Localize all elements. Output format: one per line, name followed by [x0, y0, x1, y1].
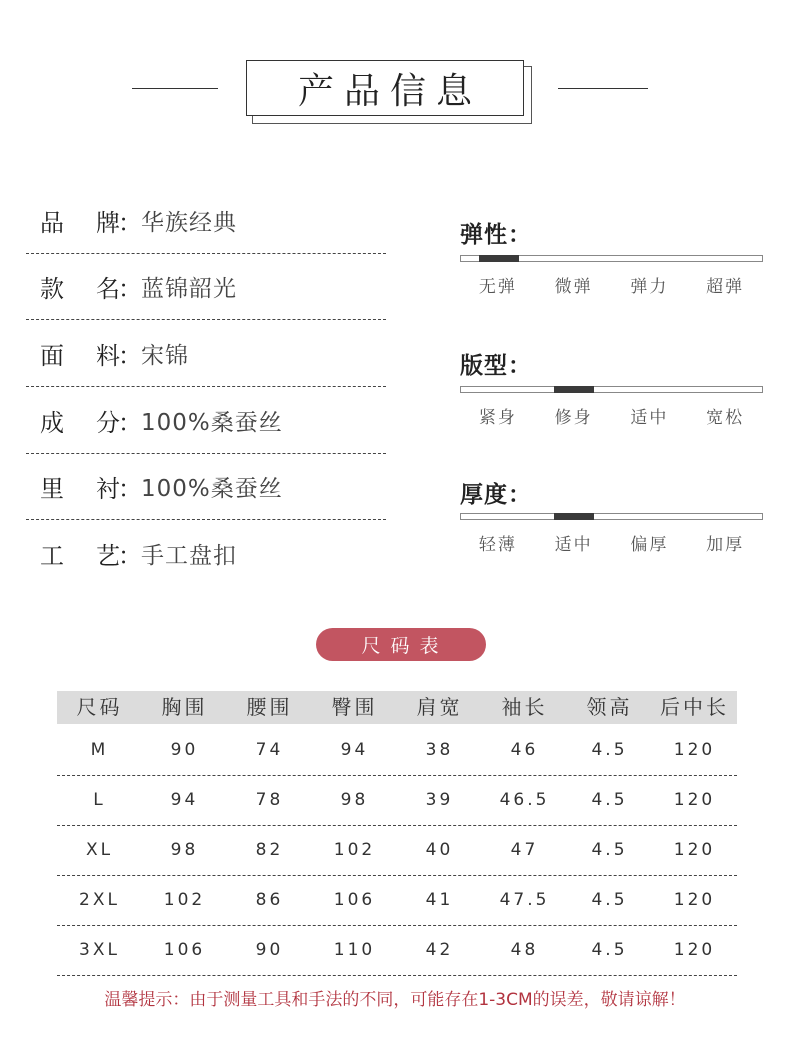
table-cell: 86 [255, 890, 284, 910]
table-cell: 90 [170, 740, 199, 760]
table-cell: 120 [673, 940, 716, 960]
info-colon: ： [118, 475, 142, 503]
scale-option: 紧身 [478, 408, 517, 428]
table-cell: 90 [255, 940, 284, 960]
column-header: 肩宽 [416, 695, 463, 719]
scale-title-elasticity: 弹性： [460, 222, 532, 248]
info-colon: ： [118, 275, 142, 303]
table-cell: 4.5 [591, 740, 628, 760]
scale-bar-thickness [460, 513, 763, 520]
scale-title-thickness: 厚度： [460, 482, 532, 508]
scale-option: 偏厚 [630, 535, 669, 555]
info-colon: ： [118, 342, 142, 370]
table-cell: 106 [333, 890, 376, 910]
table-cell: 74 [255, 740, 284, 760]
table-cell: 94 [170, 790, 199, 810]
info-label: 工 艺 [40, 541, 120, 570]
info-value: 华族经典 [141, 210, 237, 236]
table-cell: L [93, 790, 106, 810]
column-header: 腰围 [246, 695, 293, 719]
scale-option: 修身 [554, 408, 593, 428]
measurement-note: 温馨提示：由于测量工具和手法的不同，可能存在1-3CM的误差，敬请谅解！ [104, 990, 686, 1010]
scale-title-fit: 版型： [460, 353, 532, 379]
table-cell: 40 [425, 840, 454, 860]
table-cell: 4.5 [591, 790, 628, 810]
table-cell: 120 [673, 790, 716, 810]
table-cell: 102 [333, 840, 376, 860]
scale-option: 宽松 [706, 408, 745, 428]
table-row [57, 726, 737, 776]
header-rule-right [558, 88, 648, 89]
column-header: 胸围 [161, 695, 208, 719]
table-cell: 38 [425, 740, 454, 760]
info-label: 品 牌 [40, 209, 120, 237]
info-colon: ： [118, 409, 142, 437]
column-header: 尺码 [76, 695, 123, 719]
table-cell: 4.5 [591, 890, 628, 910]
info-row-composition [26, 388, 386, 454]
info-value: 手工盘扣 [141, 542, 237, 569]
scale-marker [479, 255, 519, 262]
column-header: 臀围 [331, 695, 378, 719]
table-cell: 3XL [79, 940, 120, 960]
scale-option: 无弹 [478, 277, 517, 297]
info-row-name [26, 254, 386, 320]
info-row-fabric [26, 321, 386, 387]
scale-option: 加厚 [706, 535, 745, 555]
scale-marker [554, 513, 594, 520]
info-row-craft [26, 520, 386, 586]
table-row [57, 876, 737, 926]
table-cell: 98 [340, 790, 369, 810]
info-colon: ： [118, 541, 142, 570]
table-cell: 39 [425, 790, 454, 810]
info-value: 100%桑蚕丝 [141, 476, 283, 502]
info-value: 100%桑蚕丝 [141, 410, 283, 436]
table-cell: 78 [255, 790, 284, 810]
info-value: 蓝锦韶光 [141, 276, 237, 302]
table-cell: 47 [510, 840, 539, 860]
scale-marker [554, 386, 594, 393]
table-cell: 106 [163, 940, 206, 960]
column-header: 袖长 [501, 695, 548, 719]
table-cell: 120 [673, 890, 716, 910]
table-cell: 46 [510, 740, 539, 760]
info-colon: ： [118, 209, 142, 237]
scale-option: 超弹 [706, 277, 745, 297]
table-cell: 82 [255, 840, 284, 860]
info-row-lining [26, 454, 386, 520]
scale-labels-elasticity [460, 272, 763, 297]
table-cell: 94 [340, 740, 369, 760]
info-value: 宋锦 [141, 343, 189, 369]
table-cell: 2XL [79, 890, 120, 910]
info-label: 面 料 [40, 342, 120, 370]
scale-option: 适中 [554, 535, 593, 555]
table-cell: 4.5 [591, 840, 628, 860]
table-cell: M [90, 740, 109, 760]
title-box [246, 60, 524, 116]
info-row-brand [26, 188, 386, 254]
table-cell: 47.5 [499, 890, 550, 910]
table-row [57, 826, 737, 876]
scale-labels-fit [460, 403, 763, 428]
scale-option: 微弹 [554, 277, 593, 297]
table-cell: 120 [673, 840, 716, 860]
column-header: 领高 [586, 695, 633, 719]
scale-labels-thickness [460, 530, 763, 555]
table-cell: 98 [170, 840, 199, 860]
info-label: 成 分 [40, 409, 120, 437]
table-cell: 48 [510, 940, 539, 960]
page-title: 产品信息 [297, 70, 482, 112]
scale-option: 弹力 [630, 277, 669, 297]
info-label: 里 衬 [40, 475, 120, 503]
table-row [57, 926, 737, 976]
size-chart-title: 尺码表 [316, 628, 486, 661]
table-cell: 120 [673, 740, 716, 760]
scale-option: 轻薄 [478, 535, 517, 555]
table-row [57, 776, 737, 826]
column-header: 后中长 [660, 695, 729, 719]
table-cell: 46.5 [499, 790, 550, 810]
table-cell: 42 [425, 940, 454, 960]
scale-bar-fit [460, 386, 763, 393]
table-cell: 4.5 [591, 940, 628, 960]
table-cell: 110 [333, 940, 376, 960]
scale-option: 适中 [630, 408, 669, 428]
table-cell: XL [85, 840, 114, 860]
info-label: 款 名 [40, 275, 120, 303]
scale-bar-elasticity [460, 255, 763, 262]
table-cell: 102 [163, 890, 206, 910]
table-cell: 41 [425, 890, 454, 910]
size-table-header [57, 691, 737, 724]
header-rule-left [132, 88, 218, 89]
